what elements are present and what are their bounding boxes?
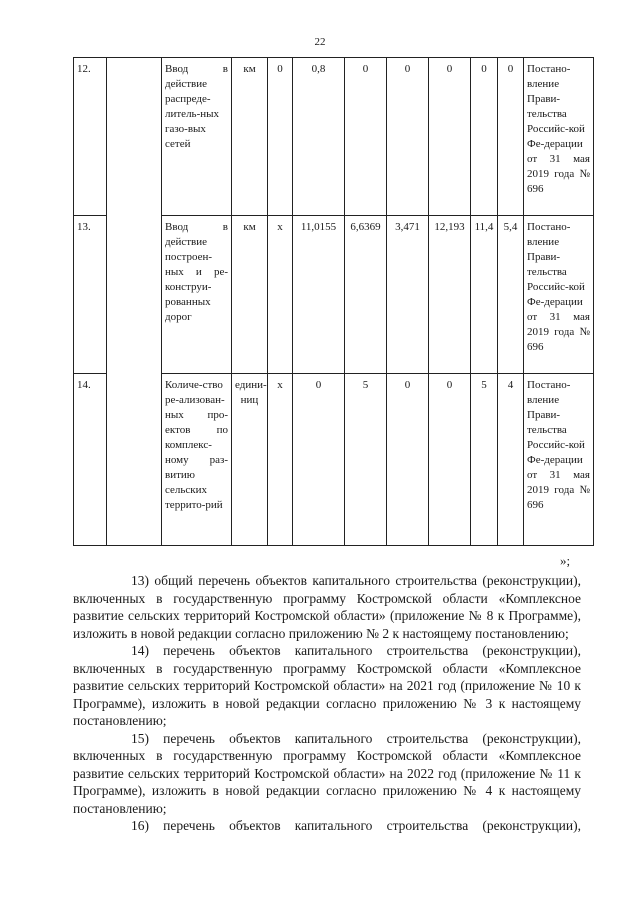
unit-cell: км bbox=[232, 58, 268, 216]
closing-quote: »; bbox=[560, 553, 571, 568]
merged-blank-cell bbox=[107, 58, 162, 546]
paragraph-13: 13) общий перечень объектов капитального строительства (реконструкции), включенных в государственную программу Костромской области «Комплексное развитие сельских территорий Костромской области» (приложение № 8 к Программе), изложить в новой редакции согласно приложению № 2 к настоящему постановлению; bbox=[73, 573, 581, 641]
paragraph-14: 14) перечень объектов капитального строительства (реконструкции), включенных в государственную программу Костромской области «Комплексное развитие сельских территорий Костромской области» на 2021 год (приложение № 10 к Программе), изложить в новой редакции согласно приложению № 3 к настоящему постановлению; bbox=[73, 643, 581, 728]
value-cell: 0 bbox=[429, 58, 471, 216]
value-cell: 5 bbox=[471, 374, 498, 546]
value-cell: 6,6369 bbox=[345, 216, 387, 374]
value-cell: 11,4 bbox=[471, 216, 498, 374]
row-number: 13. bbox=[74, 216, 107, 374]
legal-basis-cell: Постано-вление Прави-тельства Российс-кой Фе-дерации от 31 мая 2019 года № 696 bbox=[524, 216, 594, 374]
value-cell: 5 bbox=[345, 374, 387, 546]
value-cell: 0 bbox=[345, 58, 387, 216]
value-cell: 0 bbox=[387, 58, 429, 216]
row-number: 14. bbox=[74, 374, 107, 546]
body-text bbox=[73, 572, 581, 835]
unit-cell: едини-ниц bbox=[232, 374, 268, 546]
legal-basis-cell: Постано-вление Прави-тельства Российс-кой Фе-дерации от 31 мая 2019 года № 696 bbox=[524, 374, 594, 546]
row-number: 12. bbox=[74, 58, 107, 216]
value-cell: 0 bbox=[498, 58, 524, 216]
value-cell: 11,0155 bbox=[293, 216, 345, 374]
value-cell: 0 bbox=[429, 374, 471, 546]
value-cell: 12,193 bbox=[429, 216, 471, 374]
paragraph-15: 15) перечень объектов капитального строительства (реконструкции), включенных в государственную программу Костромской области «Комплексное развитие сельских территорий Костромской области» на 2022 год (приложение № 11 к Программе), изложить в новой редакции согласно приложению № 4 к настоящему постановлению; bbox=[73, 730, 581, 816]
page-number: 22 bbox=[314, 36, 326, 48]
value-cell: 0 bbox=[471, 58, 498, 216]
paragraph-16: 16) перечень объектов капитального строительства (реконструкции), bbox=[131, 818, 581, 833]
indicators-table bbox=[73, 57, 594, 546]
value-cell: 3,471 bbox=[387, 216, 429, 374]
indicator-name: Количе-ство ре-ализован-ных про-ектов по комплекс-ному раз-витию сельских террито-рий bbox=[162, 374, 232, 546]
value-cell: 0 bbox=[293, 374, 345, 546]
unit-cell: км bbox=[232, 216, 268, 374]
value-cell: 0 bbox=[387, 374, 429, 546]
value-cell: 0 bbox=[268, 58, 293, 216]
value-cell: 4 bbox=[498, 374, 524, 546]
value-cell: 0,8 bbox=[293, 58, 345, 216]
value-cell: х bbox=[268, 374, 293, 546]
value-cell: х bbox=[268, 216, 293, 374]
indicator-name: Ввод в действие распреде-литель-ных газо-вых сетей bbox=[162, 58, 232, 216]
indicator-name: Ввод в действие построен-ных и ре-конструи-рованных дорог bbox=[162, 216, 232, 374]
table-row bbox=[74, 58, 594, 216]
legal-basis-cell: Постано-вление Прави-тельства Российс-кой Фе-дерации от 31 мая 2019 года № 696 bbox=[524, 58, 594, 216]
value-cell: 5,4 bbox=[498, 216, 524, 374]
